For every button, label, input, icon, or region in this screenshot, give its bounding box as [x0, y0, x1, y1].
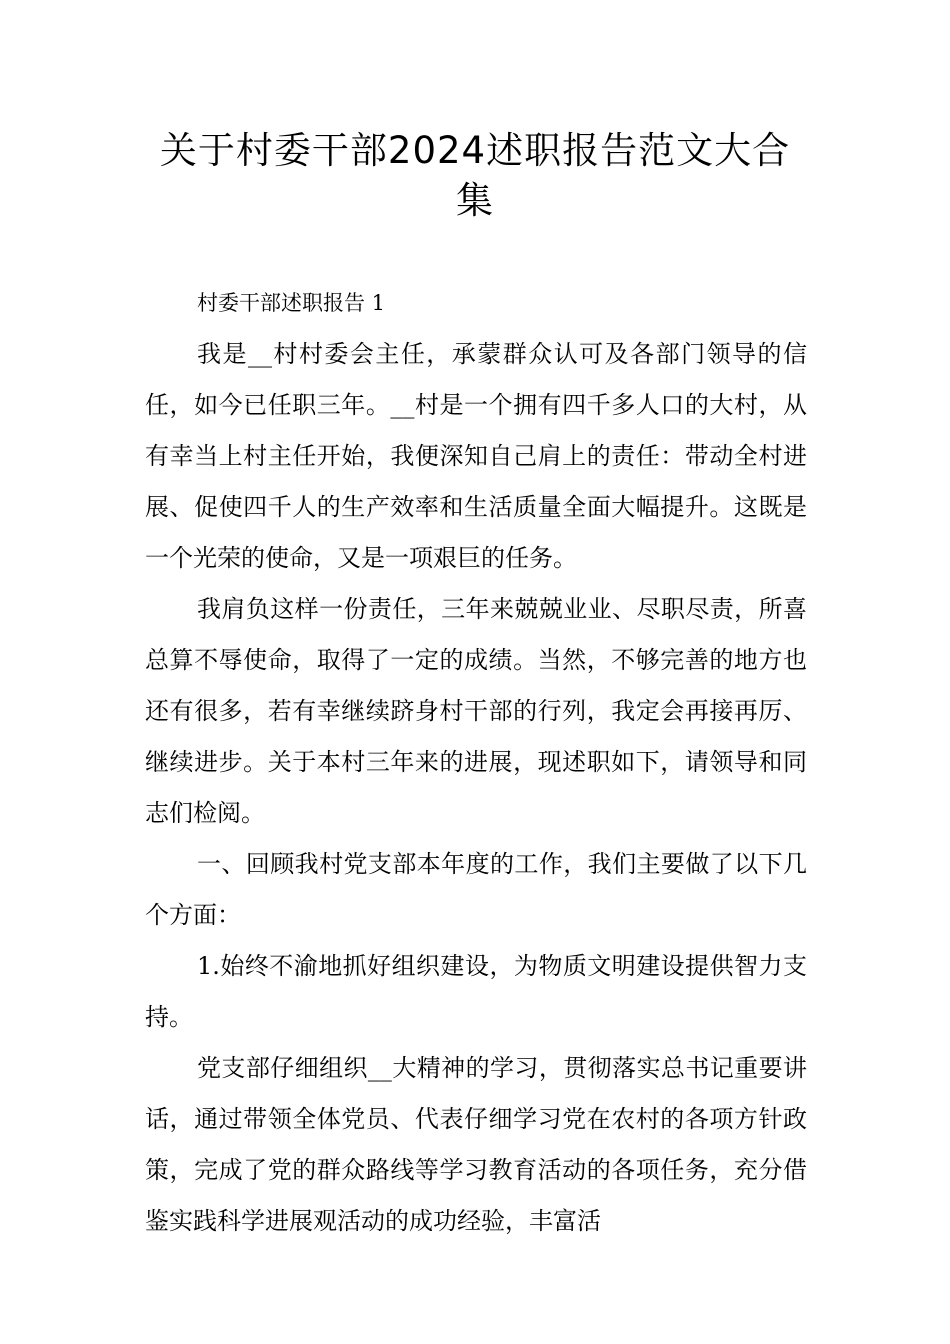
document-body — [145, 278, 807, 1247]
item-heading-organization: 1.始终不渝地抓好组织建设，为物质文明建设提供智力支持。 — [145, 952, 807, 1031]
paragraph-party-study: 党支部仔细组织__大精神的学习，贯彻落实总书记重要讲话，通过带领全体党员、代表仔细学习党在农村的各项方针政策，完成了党的群众路线等学习教育活动的各项任务，充分借鉴实践科学进展观活动的成功经验，丰富活 — [145, 1054, 807, 1235]
paragraph-responsibility: 我肩负这样一份责任，三年来兢兢业业、尽职尽责，所喜总算不辱使命，取得了一定的成绩。当然，不够完善的地方也还有很多，若有幸继续跻身村干部的行列，我定会再接再厉、继续进步。关于本村三年来的进展，现述职如下，请领导和同志们检阅。 — [145, 595, 807, 827]
report-subtitle: 村委干部述职报告 1 — [197, 291, 386, 315]
document-title — [140, 126, 810, 226]
paragraph-intro: 我是__村村委会主任，承蒙群众认可及各部门领导的信任，如今已任职三年。__村是一个拥有四千多人口的大村，从有幸当上村主任开始，我便深知自己肩上的责任：带动全村进展、促使四千人的生产效率和生活质量全面大幅提升。这既是一个光荣的使命，又是一项艰巨的任务。 — [145, 340, 807, 572]
document-title-line-1: 关于村委干部2024述职报告范文大合 — [159, 129, 791, 172]
section-heading-review: 一、回顾我村党支部本年度的工作，我们主要做了以下几个方面： — [145, 850, 807, 929]
document-title-line-2: 集 — [456, 179, 494, 222]
